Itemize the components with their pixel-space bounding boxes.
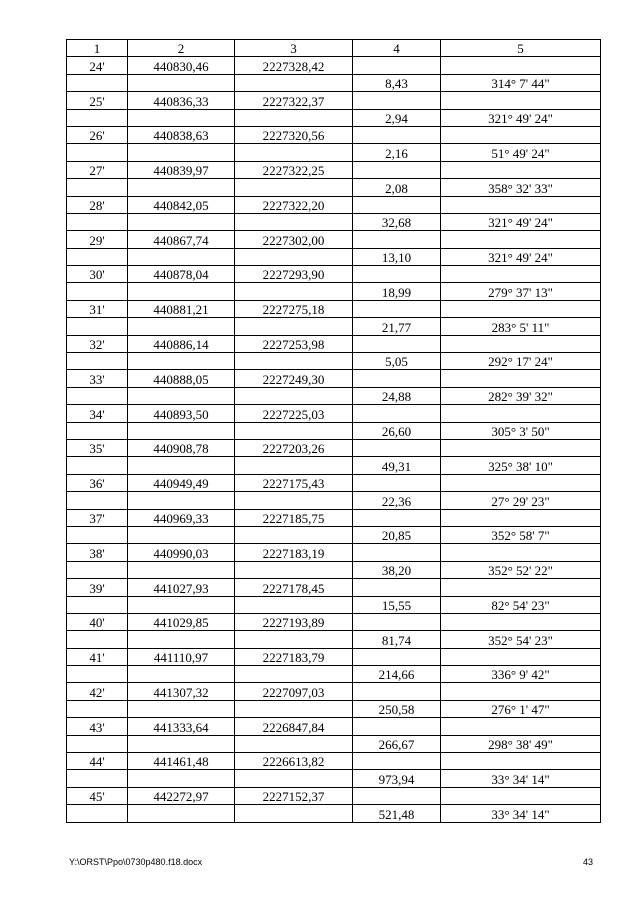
empty-cell (441, 509, 601, 526)
coord-x: 440888,05 (128, 370, 235, 387)
empty-cell (441, 718, 601, 735)
coord-y: 2227175,43 (235, 474, 353, 491)
coord-y: 2227183,19 (235, 544, 353, 561)
segment-length: 250,58 (353, 700, 441, 717)
empty-cell (353, 231, 441, 248)
coord-x: 441110,97 (128, 648, 235, 665)
empty-cell (128, 735, 235, 752)
point-row (67, 370, 601, 387)
point-row (67, 648, 601, 665)
empty-cell (67, 353, 128, 370)
empty-cell (67, 318, 128, 335)
point-id: 27' (67, 161, 128, 178)
segment-length: 15,55 (353, 596, 441, 613)
point-id: 29' (67, 231, 128, 248)
point-id: 34' (67, 405, 128, 422)
point-row (67, 509, 601, 526)
segment-row (67, 526, 601, 543)
empty-cell (441, 92, 601, 109)
empty-cell (67, 631, 128, 648)
point-row (67, 335, 601, 352)
empty-cell (441, 683, 601, 700)
empty-cell (353, 92, 441, 109)
empty-cell (235, 631, 353, 648)
direction-angle: 336° 9' 42" (441, 666, 601, 683)
segment-length: 2,08 (353, 179, 441, 196)
empty-cell (67, 74, 128, 91)
point-id: 40' (67, 613, 128, 630)
point-row (67, 266, 601, 283)
empty-cell (441, 126, 601, 143)
segment-length: 32,68 (353, 213, 441, 230)
point-id: 43' (67, 718, 128, 735)
coord-y: 2227322,37 (235, 92, 353, 109)
segment-row (67, 666, 601, 683)
segment-length: 214,66 (353, 666, 441, 683)
header-col-1: 1 (67, 40, 128, 57)
empty-cell (235, 735, 353, 752)
empty-cell (353, 787, 441, 804)
point-row (67, 126, 601, 143)
direction-angle: 279° 37' 13" (441, 283, 601, 300)
empty-cell (128, 353, 235, 370)
segment-row (67, 422, 601, 439)
empty-cell (441, 405, 601, 422)
point-row (67, 718, 601, 735)
empty-cell (353, 439, 441, 456)
coord-y: 2226847,84 (235, 718, 353, 735)
empty-cell (67, 457, 128, 474)
segment-length: 38,20 (353, 561, 441, 578)
point-row (67, 613, 601, 630)
empty-cell (67, 526, 128, 543)
empty-cell (441, 266, 601, 283)
empty-cell (353, 405, 441, 422)
empty-cell (441, 161, 601, 178)
segment-length: 22,36 (353, 492, 441, 509)
point-row (67, 683, 601, 700)
segment-row (67, 74, 601, 91)
coord-x: 442272,97 (128, 787, 235, 804)
empty-cell (353, 544, 441, 561)
direction-angle: 298° 38' 49" (441, 735, 601, 752)
coord-y: 2227225,03 (235, 405, 353, 422)
coord-x: 440836,33 (128, 92, 235, 109)
empty-cell (235, 666, 353, 683)
table-header-row (67, 40, 601, 57)
empty-cell (235, 422, 353, 439)
point-id: 37' (67, 509, 128, 526)
empty-cell (128, 109, 235, 126)
empty-cell (235, 74, 353, 91)
segment-row (67, 213, 601, 230)
segment-length: 2,94 (353, 109, 441, 126)
empty-cell (235, 770, 353, 787)
segment-row (67, 248, 601, 265)
coordinates-table (66, 39, 601, 823)
empty-cell (353, 126, 441, 143)
empty-cell (353, 57, 441, 74)
segment-length: 2,16 (353, 144, 441, 161)
direction-angle: 283° 5' 11" (441, 318, 601, 335)
direction-angle: 321° 49' 24" (441, 248, 601, 265)
coord-y: 2227178,45 (235, 579, 353, 596)
table-body (67, 57, 601, 822)
empty-cell (128, 248, 235, 265)
point-row (67, 300, 601, 317)
point-row (67, 579, 601, 596)
segment-length: 20,85 (353, 526, 441, 543)
point-row (67, 57, 601, 74)
empty-cell (353, 196, 441, 213)
empty-cell (235, 492, 353, 509)
segment-length: 24,88 (353, 387, 441, 404)
empty-cell (128, 213, 235, 230)
document-path: Y:\ORST\Ppo\0730p480.f18.docx (69, 857, 203, 867)
direction-angle: 51° 49' 24" (441, 144, 601, 161)
coord-x: 440839,97 (128, 161, 235, 178)
coord-x: 441461,48 (128, 753, 235, 770)
empty-cell (441, 335, 601, 352)
empty-cell (353, 335, 441, 352)
point-id: 28' (67, 196, 128, 213)
point-id: 41' (67, 648, 128, 665)
point-id: 25' (67, 92, 128, 109)
header-col-3: 3 (235, 40, 353, 57)
empty-cell (67, 805, 128, 822)
empty-cell (441, 474, 601, 491)
segment-row (67, 735, 601, 752)
point-id: 26' (67, 126, 128, 143)
coord-y: 2227322,20 (235, 196, 353, 213)
point-row (67, 787, 601, 804)
segment-row (67, 387, 601, 404)
empty-cell (441, 579, 601, 596)
segment-row (67, 631, 601, 648)
header-col-5: 5 (441, 40, 601, 57)
direction-angle: 82° 54' 23" (441, 596, 601, 613)
segment-length: 266,67 (353, 735, 441, 752)
coord-x: 440886,14 (128, 335, 235, 352)
empty-cell (441, 439, 601, 456)
empty-cell (67, 422, 128, 439)
coord-y: 2227275,18 (235, 300, 353, 317)
segment-row (67, 700, 601, 717)
empty-cell (128, 631, 235, 648)
coord-x: 441027,93 (128, 579, 235, 596)
direction-angle: 292° 17' 24" (441, 353, 601, 370)
point-row (67, 753, 601, 770)
coord-x: 441333,64 (128, 718, 235, 735)
empty-cell (67, 213, 128, 230)
empty-cell (235, 283, 353, 300)
segment-length: 26,60 (353, 422, 441, 439)
empty-cell (128, 387, 235, 404)
empty-cell (353, 683, 441, 700)
empty-cell (235, 318, 353, 335)
empty-cell (353, 718, 441, 735)
point-id: 33' (67, 370, 128, 387)
empty-cell (128, 492, 235, 509)
coord-y: 2227203,26 (235, 439, 353, 456)
empty-cell (67, 248, 128, 265)
empty-cell (441, 787, 601, 804)
empty-cell (353, 509, 441, 526)
coord-x: 440881,21 (128, 300, 235, 317)
empty-cell (235, 561, 353, 578)
empty-cell (67, 735, 128, 752)
empty-cell (441, 753, 601, 770)
direction-angle: 276° 1' 47" (441, 700, 601, 717)
segment-length: 49,31 (353, 457, 441, 474)
coord-x: 441307,32 (128, 683, 235, 700)
empty-cell (353, 613, 441, 630)
coord-x: 440867,74 (128, 231, 235, 248)
empty-cell (441, 613, 601, 630)
empty-cell (441, 231, 601, 248)
empty-cell (441, 370, 601, 387)
point-row (67, 231, 601, 248)
segment-row (67, 283, 601, 300)
segment-length: 81,74 (353, 631, 441, 648)
direction-angle: 325° 38' 10" (441, 457, 601, 474)
point-row (67, 196, 601, 213)
coord-x: 440842,05 (128, 196, 235, 213)
empty-cell (235, 457, 353, 474)
direction-angle: 282° 39' 32" (441, 387, 601, 404)
empty-cell (128, 457, 235, 474)
empty-cell (67, 561, 128, 578)
coord-y: 2227328,42 (235, 57, 353, 74)
point-id: 31' (67, 300, 128, 317)
segment-row (67, 179, 601, 196)
segment-row (67, 109, 601, 126)
empty-cell (128, 561, 235, 578)
empty-cell (128, 526, 235, 543)
segment-length: 18,99 (353, 283, 441, 300)
empty-cell (128, 596, 235, 613)
point-id: 39' (67, 579, 128, 596)
empty-cell (235, 596, 353, 613)
coord-x: 440969,33 (128, 509, 235, 526)
empty-cell (67, 596, 128, 613)
direction-angle: 358° 32' 33" (441, 179, 601, 196)
empty-cell (128, 805, 235, 822)
segment-row (67, 457, 601, 474)
empty-cell (353, 266, 441, 283)
empty-cell (441, 300, 601, 317)
segment-length: 13,10 (353, 248, 441, 265)
segment-row (67, 492, 601, 509)
empty-cell (67, 492, 128, 509)
page-number: 43 (583, 857, 594, 867)
empty-cell (128, 770, 235, 787)
empty-cell (235, 213, 353, 230)
empty-cell (128, 144, 235, 161)
empty-cell (235, 526, 353, 543)
header-col-2: 2 (128, 40, 235, 57)
coord-y: 2227322,25 (235, 161, 353, 178)
segment-row (67, 770, 601, 787)
coord-y: 2227193,89 (235, 613, 353, 630)
empty-cell (235, 805, 353, 822)
direction-angle: 314° 7' 44" (441, 74, 601, 91)
empty-cell (441, 544, 601, 561)
coord-y: 2227249,30 (235, 370, 353, 387)
coord-y: 2227253,98 (235, 335, 353, 352)
point-row (67, 161, 601, 178)
coord-y: 2226613,82 (235, 753, 353, 770)
empty-cell (67, 283, 128, 300)
coord-x: 440878,04 (128, 266, 235, 283)
segment-row (67, 144, 601, 161)
empty-cell (128, 422, 235, 439)
point-row (67, 439, 601, 456)
segment-row (67, 318, 601, 335)
empty-cell (235, 387, 353, 404)
segment-length: 521,48 (353, 805, 441, 822)
empty-cell (441, 57, 601, 74)
empty-cell (353, 370, 441, 387)
point-id: 30' (67, 266, 128, 283)
empty-cell (67, 700, 128, 717)
point-id: 45' (67, 787, 128, 804)
empty-cell (235, 700, 353, 717)
point-id: 35' (67, 439, 128, 456)
coord-y: 2227097,03 (235, 683, 353, 700)
direction-angle: 321° 49' 24" (441, 109, 601, 126)
point-id: 36' (67, 474, 128, 491)
coord-x: 440908,78 (128, 439, 235, 456)
empty-cell (353, 648, 441, 665)
coord-x: 440893,50 (128, 405, 235, 422)
direction-angle: 352° 52' 22" (441, 561, 601, 578)
empty-cell (441, 196, 601, 213)
empty-cell (67, 109, 128, 126)
empty-cell (128, 74, 235, 91)
coord-x: 440990,03 (128, 544, 235, 561)
empty-cell (441, 648, 601, 665)
empty-cell (67, 144, 128, 161)
point-row (67, 474, 601, 491)
coord-y: 2227302,00 (235, 231, 353, 248)
segment-length: 973,94 (353, 770, 441, 787)
empty-cell (67, 666, 128, 683)
coord-x: 440949,49 (128, 474, 235, 491)
empty-cell (128, 318, 235, 335)
point-id: 32' (67, 335, 128, 352)
segment-row (67, 596, 601, 613)
direction-angle: 305° 3' 50" (441, 422, 601, 439)
segment-length: 21,77 (353, 318, 441, 335)
direction-angle: 321° 49' 24" (441, 213, 601, 230)
point-row (67, 92, 601, 109)
segment-row (67, 805, 601, 822)
coord-x: 440838,63 (128, 126, 235, 143)
coord-y: 2227183,79 (235, 648, 353, 665)
empty-cell (353, 753, 441, 770)
empty-cell (67, 387, 128, 404)
empty-cell (67, 179, 128, 196)
empty-cell (235, 179, 353, 196)
point-id: 42' (67, 683, 128, 700)
header-col-4: 4 (353, 40, 441, 57)
point-row (67, 544, 601, 561)
empty-cell (128, 700, 235, 717)
empty-cell (353, 161, 441, 178)
empty-cell (353, 474, 441, 491)
direction-angle: 352° 54' 23" (441, 631, 601, 648)
segment-length: 5,05 (353, 353, 441, 370)
empty-cell (128, 283, 235, 300)
direction-angle: 352° 58' 7" (441, 526, 601, 543)
point-row (67, 405, 601, 422)
direction-angle: 27° 29' 23" (441, 492, 601, 509)
empty-cell (235, 248, 353, 265)
empty-cell (128, 666, 235, 683)
direction-angle: 33° 34' 14" (441, 805, 601, 822)
point-id: 38' (67, 544, 128, 561)
coord-y: 2227293,90 (235, 266, 353, 283)
coord-y: 2227185,75 (235, 509, 353, 526)
coord-x: 440830,46 (128, 57, 235, 74)
coord-y: 2227320,56 (235, 126, 353, 143)
point-id: 44' (67, 753, 128, 770)
empty-cell (235, 144, 353, 161)
empty-cell (128, 179, 235, 196)
point-id: 24' (67, 57, 128, 74)
segment-length: 8,43 (353, 74, 441, 91)
segment-row (67, 561, 601, 578)
segment-row (67, 353, 601, 370)
direction-angle: 33° 34' 14" (441, 770, 601, 787)
empty-cell (235, 353, 353, 370)
empty-cell (235, 109, 353, 126)
coord-y: 2227152,37 (235, 787, 353, 804)
empty-cell (353, 300, 441, 317)
empty-cell (67, 770, 128, 787)
empty-cell (353, 579, 441, 596)
coord-x: 441029,85 (128, 613, 235, 630)
